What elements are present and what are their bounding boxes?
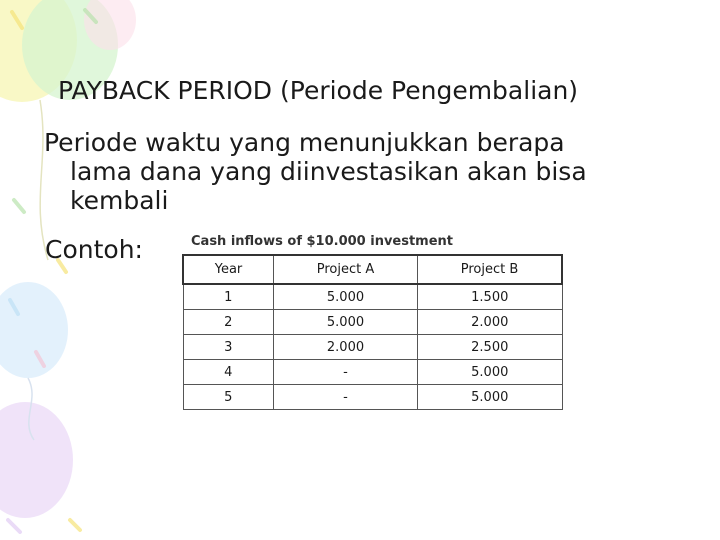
cell-project-b: 2.500 [418, 335, 563, 360]
header-year: Year [183, 255, 274, 284]
body-line-2: lama dana yang diinvestasikan akan bisa [70, 157, 587, 186]
table-row [183, 335, 562, 360]
cell-project-b: 1.500 [418, 284, 563, 310]
cell-project-a: - [274, 360, 418, 385]
cell-project-a: - [274, 385, 418, 410]
slide-body-text [44, 128, 704, 215]
cell-year: 1 [183, 284, 274, 310]
cell-project-a: 2.000 [274, 335, 418, 360]
cell-project-b: 5.000 [418, 385, 563, 410]
cash-inflows-table [182, 254, 563, 410]
table-header-row [183, 255, 562, 284]
cell-project-b: 2.000 [418, 310, 563, 335]
body-line-1: Periode waktu yang menunjukkan berapa [44, 128, 565, 157]
table-caption: Cash inflows of $10.000 investment [191, 234, 454, 249]
cell-year: 5 [183, 385, 274, 410]
table-row [183, 360, 562, 385]
table-row [183, 385, 562, 410]
header-project-b: Project B [418, 255, 563, 284]
cell-year: 3 [183, 335, 274, 360]
slide-title: PAYBACK PERIOD (Periode Pengembalian) [58, 76, 579, 105]
example-label: Contoh: [45, 235, 143, 264]
cell-year: 4 [183, 360, 274, 385]
cell-project-b: 5.000 [418, 360, 563, 385]
cell-year: 2 [183, 310, 274, 335]
blue-balloon-icon [0, 282, 68, 378]
cell-project-a: 5.000 [274, 284, 418, 310]
header-project-a: Project A [274, 255, 418, 284]
purple-balloon-icon [0, 402, 73, 518]
table-row [183, 284, 562, 310]
body-line-3: kembali [70, 186, 169, 215]
table-row [183, 310, 562, 335]
cell-project-a: 5.000 [274, 310, 418, 335]
